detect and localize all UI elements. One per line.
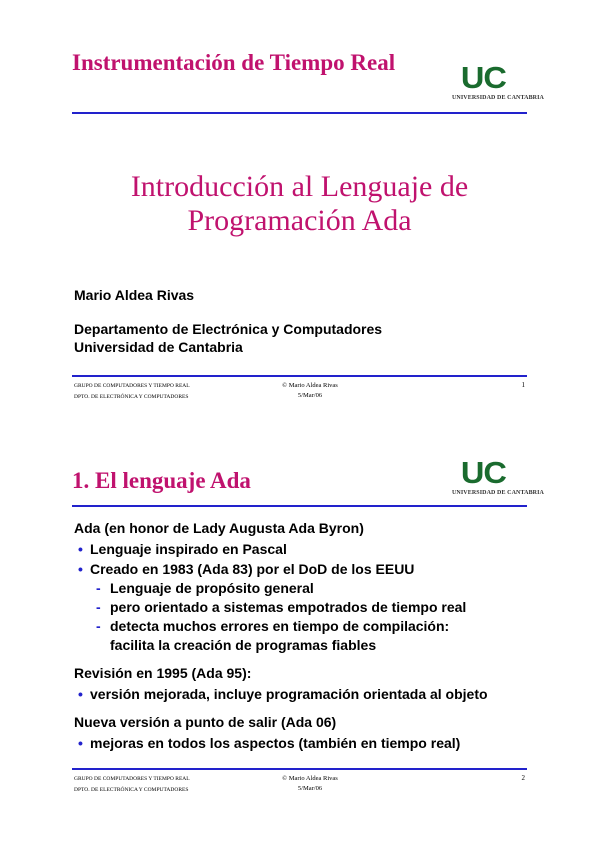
header-title: Instrumentación de Tiempo Real bbox=[72, 50, 396, 75]
footer-mid-line-1: © Mario Aldea Rivas bbox=[282, 775, 338, 782]
slide-1 bbox=[0, 0, 599, 415]
page-number: 1 bbox=[521, 381, 525, 389]
paragraph-2: Revisión en 1995 (Ada 95): bbox=[74, 665, 252, 681]
university-logo bbox=[452, 455, 544, 501]
footer-copyright bbox=[265, 774, 355, 794]
footer-left-line-1: GRUPO DE COMPUTADORES Y TIEMPO REAL bbox=[74, 776, 190, 782]
slide-content bbox=[74, 518, 544, 753]
bullet-item: • mejoras en todos los aspectos (también en tiempo real) bbox=[78, 735, 461, 751]
university-logo bbox=[452, 60, 544, 106]
footer-mid-line-2: 5/Mar/06 bbox=[297, 785, 323, 792]
footer-copyright bbox=[265, 381, 355, 401]
footer-group bbox=[74, 381, 190, 403]
bullet-icon: • bbox=[78, 561, 83, 577]
paragraph-1: Ada (en honor de Lady Augusta Ada Byron) bbox=[74, 520, 364, 536]
department-line-1: Departamento de Electrónica y Computadores bbox=[74, 321, 383, 337]
dash-icon: - bbox=[96, 599, 101, 615]
logo-text: UC bbox=[460, 455, 506, 490]
dash-item: - detecta muchos errores en tiempo de compilación: bbox=[96, 618, 450, 634]
footer bbox=[72, 381, 527, 403]
slide-2 bbox=[0, 424, 599, 848]
bullet-icon: • bbox=[78, 735, 83, 751]
paragraph-3: Nueva versión a punto de salir (Ada 06) bbox=[74, 714, 337, 730]
footer-rule bbox=[72, 375, 527, 377]
bullet-item: • Creado en 1983 (Ada 83) por el DoD de los EEUU bbox=[78, 561, 415, 577]
bullet-item: • versión mejorada, incluye programación orientada al objeto bbox=[78, 686, 488, 702]
bullet-icon: • bbox=[78, 686, 83, 702]
slide-title: 1. El lenguaje Ada bbox=[72, 468, 251, 493]
footer-left-line-2: DPTO. DE ELECTRÓNICA Y COMPUTADORES bbox=[74, 394, 189, 400]
dash-item-continuation: facilita la creación de programas fiables bbox=[110, 637, 377, 653]
dash-item: - Lenguaje de propósito general bbox=[96, 580, 314, 596]
dash-icon: - bbox=[96, 618, 101, 634]
author-name: Mario Aldea Rivas bbox=[74, 287, 195, 303]
bullet-icon: • bbox=[78, 541, 83, 557]
bullet-item: • Lenguaje inspirado en Pascal bbox=[78, 541, 287, 557]
footer bbox=[72, 774, 527, 796]
dash-item: - pero orientado a sistemas empotrados de tiempo real bbox=[96, 599, 467, 615]
dash-icon: - bbox=[96, 580, 101, 596]
page-number: 2 bbox=[521, 774, 525, 782]
logo-subtext: UNIVERSIDAD DE CANTABRIA bbox=[452, 490, 544, 496]
footer-left-line-2: DPTO. DE ELECTRÓNICA Y COMPUTADORES bbox=[74, 787, 189, 793]
footer-mid-line-2: 5/Mar/06 bbox=[297, 392, 323, 399]
title-line-2: Programación Ada bbox=[187, 204, 412, 237]
footer-rule bbox=[72, 768, 527, 770]
header-rule bbox=[72, 112, 527, 114]
footer-mid-line-1: © Mario Aldea Rivas bbox=[282, 382, 338, 389]
department bbox=[74, 320, 382, 356]
footer-group bbox=[74, 774, 190, 796]
logo-subtext: UNIVERSIDAD DE CANTABRIA bbox=[452, 95, 544, 101]
presentation-title bbox=[72, 170, 527, 238]
department-line-2: Universidad de Cantabria bbox=[74, 339, 243, 355]
logo-text: UC bbox=[460, 60, 506, 95]
title-line-1: Introducción al Lenguaje de bbox=[130, 170, 469, 203]
header-rule bbox=[72, 505, 527, 507]
footer-left-line-1: GRUPO DE COMPUTADORES Y TIEMPO REAL bbox=[74, 383, 190, 389]
